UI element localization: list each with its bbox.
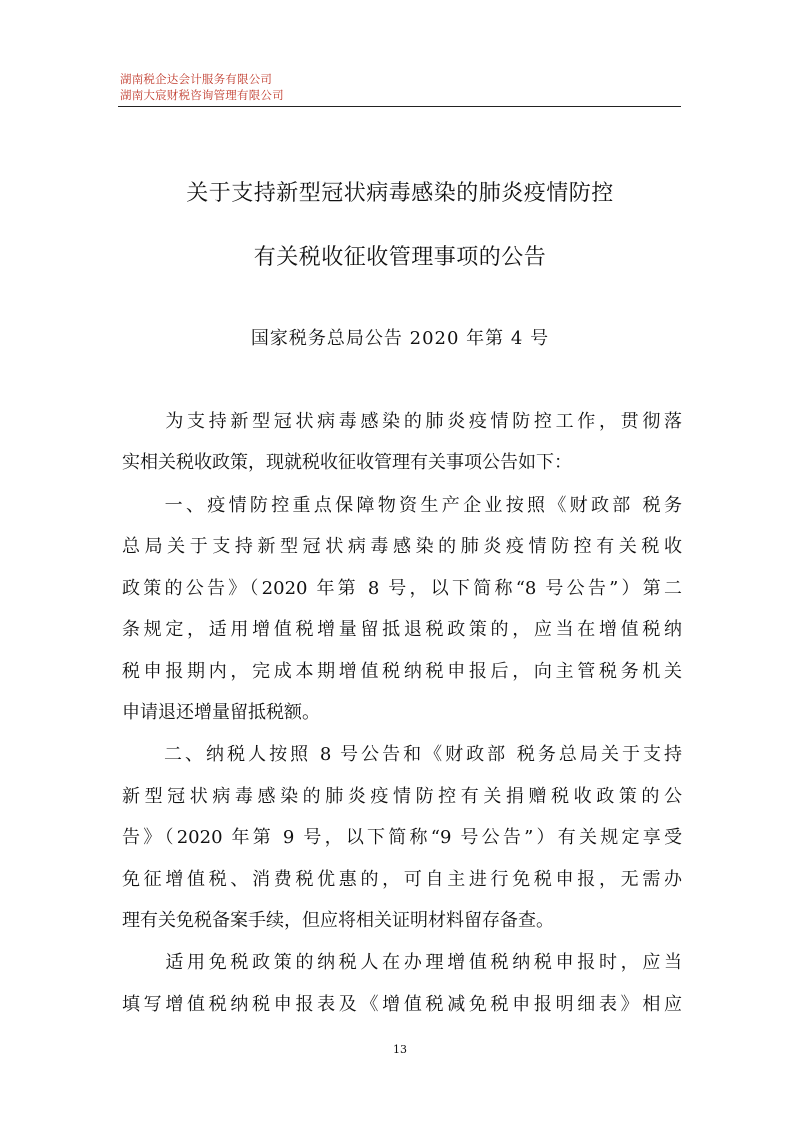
company-name-2: 湖南大宸财税咨询管理有限公司 (120, 88, 284, 102)
body-line: 实相关税收政策，现就税收征收管理有关事项公告如下： (122, 452, 572, 473)
body-line: 申请退还增量留抵税额。 (122, 702, 320, 723)
body-line: 条规定，适用增值税增量留抵退税政策的，应当在增值税纳 (122, 619, 682, 640)
announcement-number: 国家税务总局公告 2020 年第 4 号 (250, 328, 550, 349)
body-line: 新型冠状病毒感染的肺炎疫情防控有关捐赠税收政策的公 (122, 786, 682, 807)
body-line: 为支持新型冠状病毒感染的肺炎疫情防控工作，贯彻落 (122, 411, 682, 432)
letterhead (120, 71, 284, 103)
body-line: 适用免税政策的纳税人在办理增值税纳税申报时，应当 (122, 952, 682, 973)
body-line: 税申报期内，完成本期增值税纳税申报后，向主管税务机关 (122, 661, 682, 682)
body-line: 总局关于支持新型冠状病毒感染的肺炎疫情防控有关税收 (122, 536, 682, 557)
body-line: 政策的公告》（2020 年第 8 号，以下简称“8 号公告”）第二 (122, 578, 682, 599)
header-divider (118, 106, 681, 107)
document-title-line-1: 关于支持新型冠状病毒感染的肺炎疫情防控 (186, 181, 614, 206)
body-line: 理有关免税备案手续，但应将相关证明材料留存备查。 (122, 910, 554, 931)
page-number: 13 (393, 1043, 407, 1056)
body-line: 二、纳税人按照 8 号公告和《财政部 税务总局关于支持 (122, 744, 682, 765)
body-line: 填写增值税纳税申报表及《增值税减免税申报明细表》相应 (122, 994, 682, 1015)
document-title-line-2: 有关税收征收管理事项的公告 (253, 245, 547, 270)
body-line: 免征增值税、消费税优惠的，可自主进行免税申报，无需办 (122, 869, 682, 890)
body-line: 一、疫情防控重点保障物资生产企业按照《财政部 税务 (122, 495, 682, 516)
company-name-1: 湖南税企达会计服务有限公司 (120, 72, 273, 86)
body-line: 告》（2020 年第 9 号，以下简称“9 号公告”）有关规定享受 (122, 827, 682, 848)
